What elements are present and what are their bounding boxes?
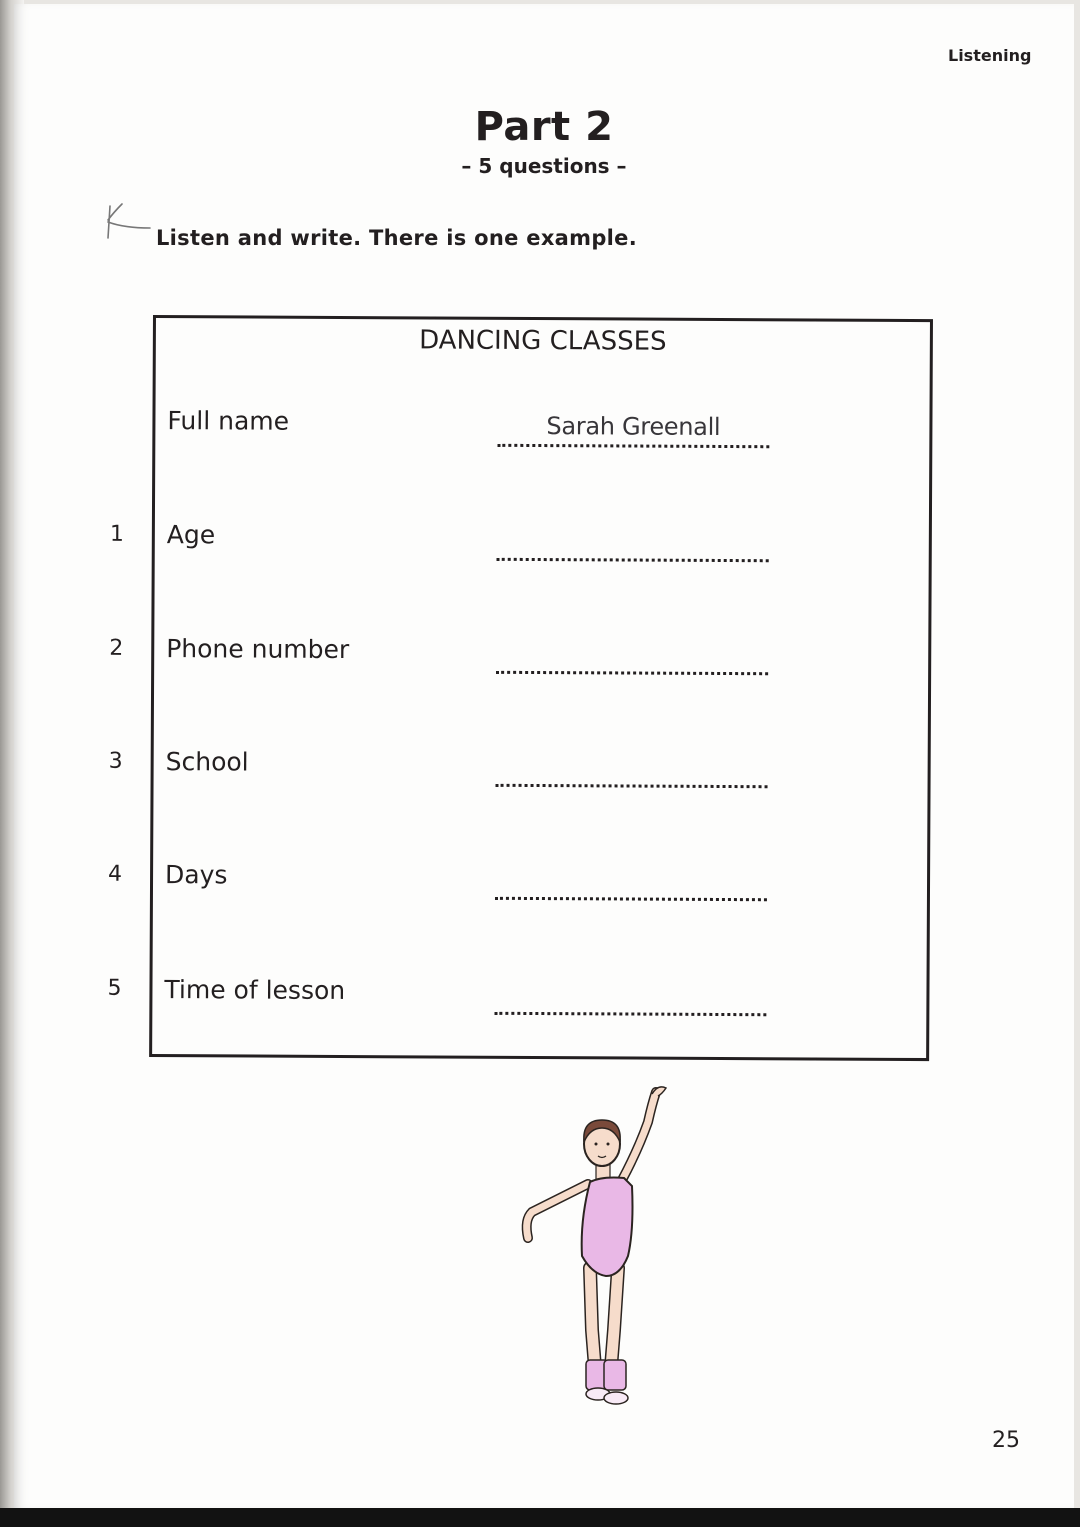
answer-line-4[interactable] — [495, 897, 767, 901]
answer-line-5[interactable] — [494, 1012, 766, 1016]
answer-line-1[interactable] — [497, 558, 769, 562]
form-row-label: Time of lesson — [164, 975, 346, 1006]
example-answer: Sarah Greenall — [546, 412, 721, 441]
form-row-label: Days — [164, 860, 228, 890]
page-number: 25 — [992, 1428, 1020, 1453]
question-number: 1 — [109, 521, 124, 547]
answer-line-example[interactable] — [497, 444, 769, 448]
form-title: DANCING CLASSES — [419, 325, 667, 357]
part-subtitle: – 5 questions – — [461, 154, 627, 178]
answer-line-2[interactable] — [496, 671, 768, 675]
answer-line-3[interactable] — [496, 784, 768, 788]
form-row-label: School — [165, 747, 249, 777]
question-number: 3 — [108, 748, 123, 774]
dancing-classes-form — [107, 315, 933, 1061]
part-title: Part 2 — [474, 104, 614, 150]
question-number: 2 — [109, 635, 124, 661]
form-row-label: Age — [166, 520, 216, 550]
question-number: 5 — [107, 975, 122, 1001]
instruction-text: Listen and write. There is one example. — [156, 226, 637, 250]
form-row-label: Full name — [167, 406, 290, 436]
scan-bottom-edge — [0, 1508, 1080, 1527]
ballet-dancer-icon — [510, 1080, 680, 1410]
section-label: Listening — [948, 46, 1032, 65]
pencil-tick-icon — [100, 198, 160, 246]
question-number: 4 — [108, 861, 123, 887]
form-row-label: Phone number — [166, 634, 350, 665]
